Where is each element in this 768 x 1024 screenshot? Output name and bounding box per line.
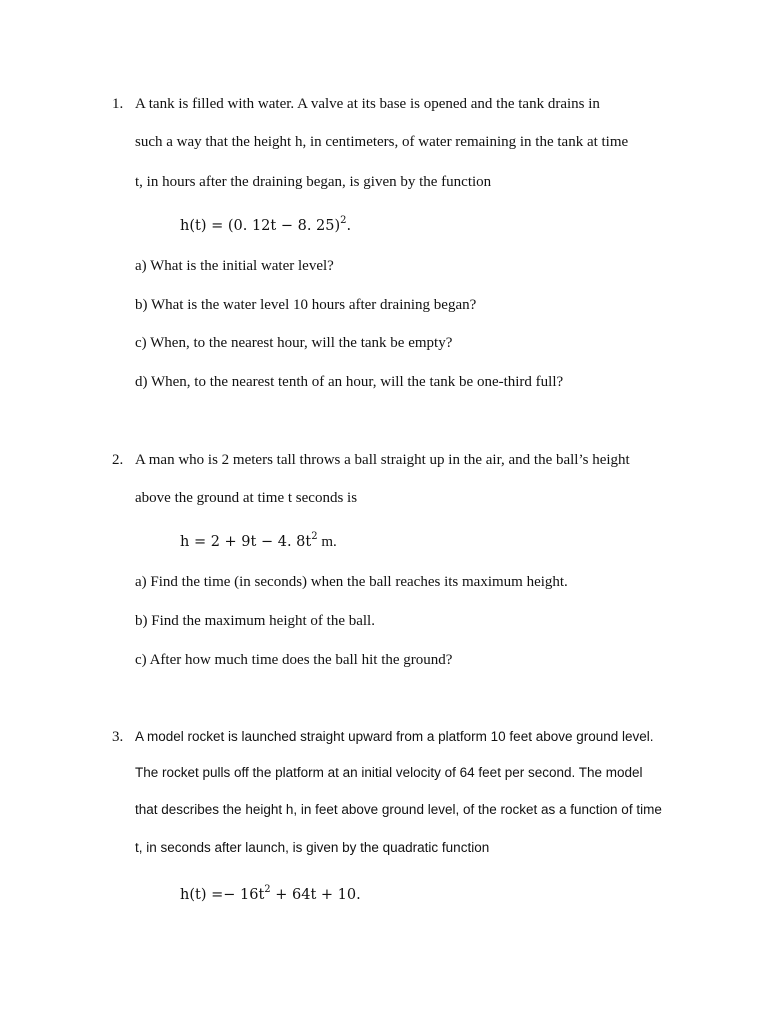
problem-1-number: 1. — [112, 96, 124, 112]
equation-exponent: 2 — [264, 884, 271, 895]
problem-3-line-3: that describes the height h, in feet above ground level, of the rocket as a function of time — [135, 802, 662, 817]
problem-1-line-2: such a way that the height h, in centimeters, of water remaining in the tank at time — [135, 134, 629, 150]
problem-3-equation — [180, 885, 361, 905]
problem-1-part-d: d) When, to the nearest tenth of an hour, will the tank be one-third full? — [135, 374, 564, 390]
problem-1-part-b: b) What is the water level 10 hours after draining began? — [135, 297, 477, 313]
equation-exponent: 2 — [340, 215, 347, 226]
problem-1-equation — [180, 216, 351, 236]
equation-tail: m. — [317, 534, 337, 550]
equation-head: h(t) =− 16t — [180, 887, 265, 903]
problem-2-equation — [180, 532, 337, 552]
problem-3-line-1: A model rocket is launched straight upward from a platform 10 feet above ground level. — [135, 729, 654, 744]
equation-tail: . — [346, 218, 352, 234]
equation-body: h(t) = (0. 12t − 8. 25) — [180, 218, 341, 234]
problem-1-line-1: A tank is filled with water. A valve at its base is opened and the tank drains in — [135, 96, 600, 112]
problem-1-part-a: a) What is the initial water level? — [135, 258, 334, 274]
problem-3-line-4: t, in seconds after launch, is given by the quadratic function — [135, 840, 490, 855]
equation-exponent: 2 — [311, 531, 318, 542]
equation-body: h = 2 + 9t − 4. 8t — [180, 534, 312, 550]
problem-2-line-1: A man who is 2 meters tall throws a ball straight up in the air, and the ball’s height — [135, 452, 630, 468]
problem-2-part-b: b) Find the maximum height of the ball. — [135, 613, 375, 629]
problem-2-line-2: above the ground at time t seconds is — [135, 490, 358, 506]
problem-2-number: 2. — [112, 452, 124, 468]
problem-3-number: 3. — [112, 729, 124, 745]
equation-tail: + 64t + 10. — [270, 887, 361, 903]
problem-1-part-c: c) When, to the nearest hour, will the tank be empty? — [135, 335, 453, 351]
problem-2-part-a: a) Find the time (in seconds) when the ball reaches its maximum height. — [135, 574, 568, 590]
problem-3-line-2: The rocket pulls off the platform at an initial velocity of 64 feet per second. The model — [135, 765, 643, 780]
problem-2-part-c: c) After how much time does the ball hit the ground? — [135, 652, 453, 668]
problem-1-line-3: t, in hours after the draining began, is given by the function — [135, 174, 492, 190]
